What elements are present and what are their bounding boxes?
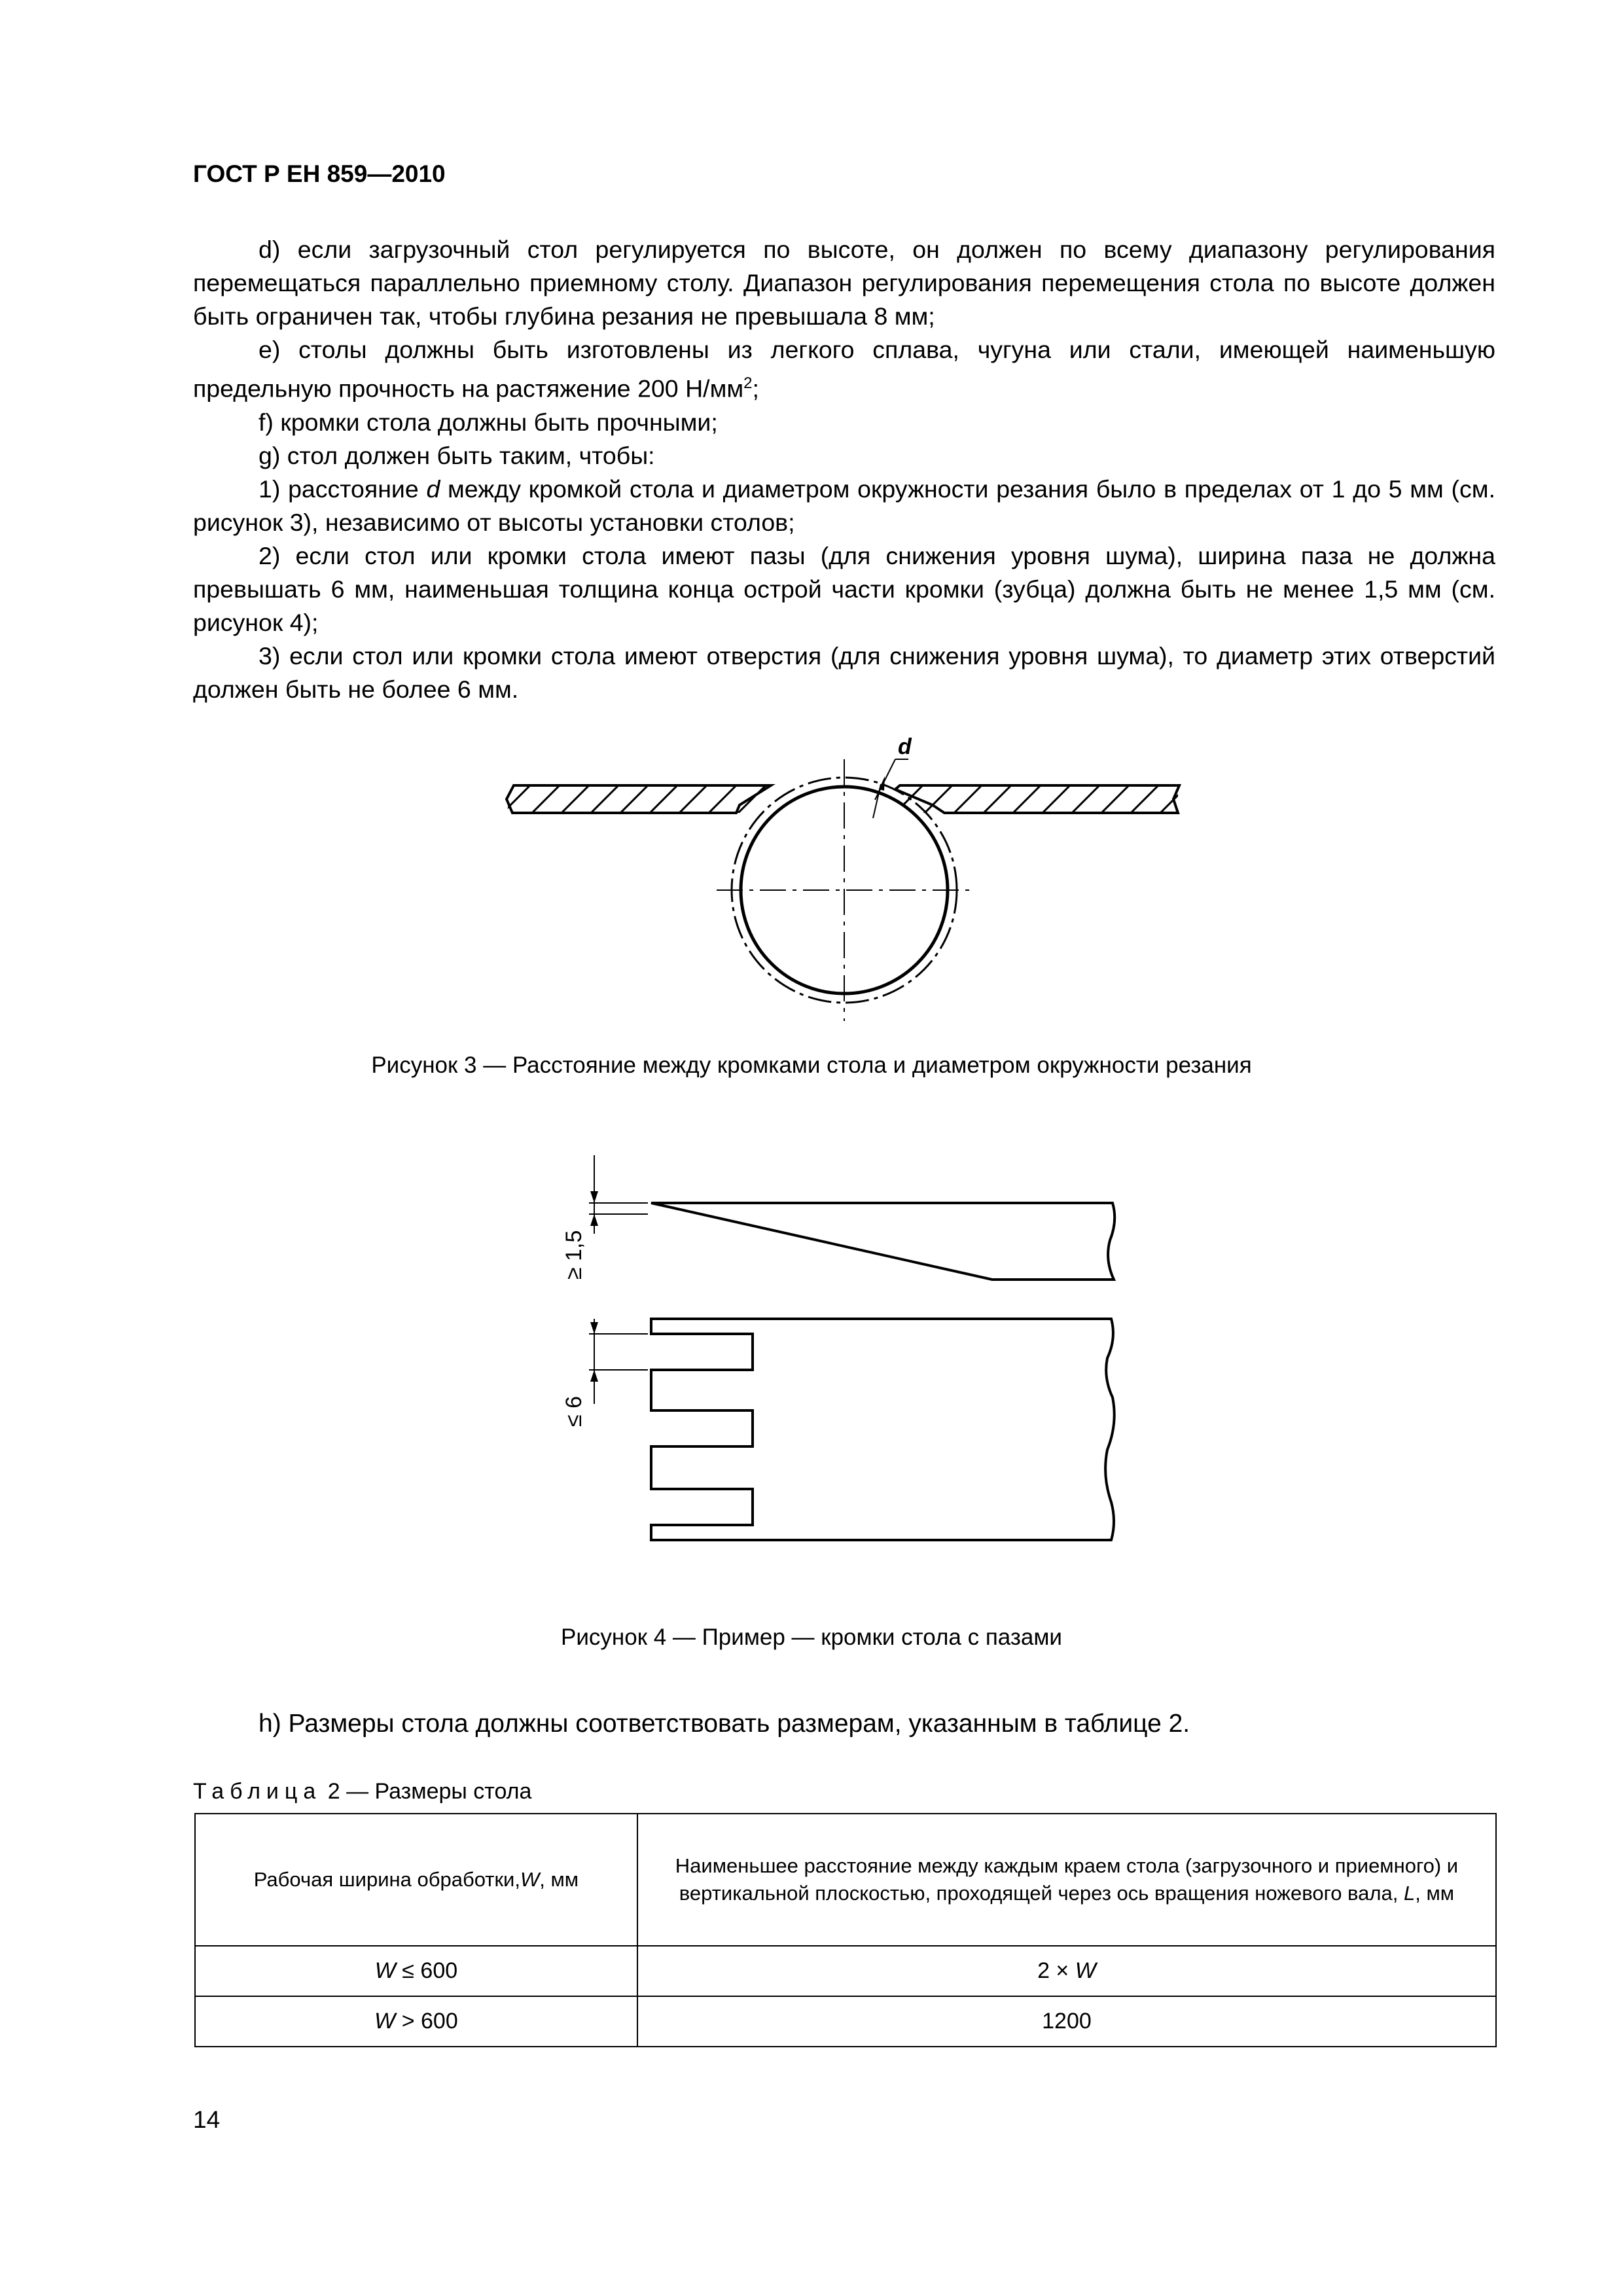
table-title-text: 2 — Размеры стола: [321, 1779, 532, 1804]
dim-min-thickness: ≥ 1,5: [562, 1230, 586, 1280]
dim-max-slot-width: ≤ 6: [562, 1395, 586, 1427]
cell-text: > 600: [395, 2009, 458, 2034]
paragraph-f: f) кромки стола должны быть прочными;: [259, 408, 718, 436]
table-label: Таблица: [193, 1779, 322, 1804]
page-number: 14: [193, 2106, 221, 2133]
figure-4-caption: Рисунок 4 — Пример — кромки стола с пазами: [561, 1624, 1062, 1650]
paragraph-g1: [193, 473, 1495, 539]
header-1-var: W: [520, 1868, 540, 1891]
variable-d: d: [426, 475, 440, 503]
header-2-var: L: [1403, 1882, 1416, 1905]
paragraph-e-text: e) столы должны быть изготовлены из легкого сплава, чугуна или стали, имеющей наименьшую предельную прочность на растяжение 200 Н/мм: [193, 336, 1495, 403]
table-cell: [637, 1946, 1496, 1996]
paragraph-g: g) стол должен быть таким, чтобы:: [259, 441, 655, 469]
cell-text: 2 ×: [1037, 1958, 1075, 1983]
header-min-distance: [637, 1814, 1496, 1946]
paragraph-g3: 3) если стол или кромки стола имеют отверстия (для снижения уровня шума), то диаметр этих отверстий должен быть не более 6 мм.: [193, 641, 1495, 703]
table-cell: [637, 1996, 1496, 2047]
cell-text: 1200: [1042, 2009, 1092, 2034]
body-text: [193, 233, 1495, 706]
label-d: d: [898, 734, 912, 759]
figure-3-caption: Рисунок 3 — Расстояние между кромками стола и диаметром окружности резания: [371, 1052, 1252, 1078]
paragraph-g2: 2) если стол или кромки стола имеют пазы (для снижения уровня шума), ширина паза не должна превышать 6 мм, наименьшая толщина конца острой части кромки (зубца) должна быть не менее 1,5 мм (см. рисунок 4);: [193, 541, 1495, 636]
left-table-section: [497, 779, 772, 818]
cell-var: W: [1075, 1958, 1096, 1983]
document-header: ГОСТ Р ЕН 859—2010: [193, 160, 446, 187]
right-table-section: [890, 779, 1191, 818]
header-2-text: Наименьшее расстояние между каждым краем стола (загрузочного и приемного) и вертикальной плоскостью, проходящей через ось вращения ножевого вала,: [675, 1854, 1459, 1905]
table-row: [195, 1946, 1496, 1996]
table-edge-wedge: [651, 1203, 1115, 1280]
header-working-width: [195, 1814, 637, 1946]
slotted-table-edge: [651, 1319, 1115, 1540]
cell-var: W: [374, 1958, 396, 1983]
cell-text: ≤ 600: [395, 1958, 458, 1983]
paragraph-d: d) если загрузочный стол регулируется по высоте, он должен по всему диапазону регулирования перемещаться параллельно приемному столу. Диапазон регулирования перемещения стола по высоте должен быть ограничен так, чтобы глубина резания не превышала 8 мм;: [193, 236, 1495, 330]
paragraph-g1-a: 1) расстояние: [259, 475, 427, 503]
table-2: [194, 1813, 1497, 2047]
paragraph-g1-b: между кромкой стола и диаметром окружности резания было в пределах от 1 до 5 мм (см. рисунок 3), независимо от высоты установки столов;: [193, 475, 1495, 536]
paragraph-e-tail: ;: [752, 374, 759, 403]
table-cell: [195, 1946, 637, 1996]
table-cell: [195, 1996, 637, 2047]
header-2-unit: , мм: [1415, 1882, 1455, 1905]
cell-var: W: [374, 2009, 396, 2034]
figure-3-drawing: [497, 720, 1191, 1034]
table-header-row: [195, 1814, 1496, 1946]
paragraph-e: [193, 333, 1495, 406]
figure-4-drawing: [550, 1142, 1139, 1600]
paragraph-h: h) Размеры стола должны соответствовать размерам, указанным в таблице 2.: [259, 1710, 1190, 1738]
arrow-head: [879, 776, 885, 791]
header-1-unit: , мм: [539, 1868, 579, 1891]
table-2-title: [193, 1779, 531, 1804]
header-1-text: Рабочая ширина обработки,: [253, 1868, 520, 1891]
table-row: [195, 1996, 1496, 2047]
superscript: 2: [743, 374, 753, 392]
